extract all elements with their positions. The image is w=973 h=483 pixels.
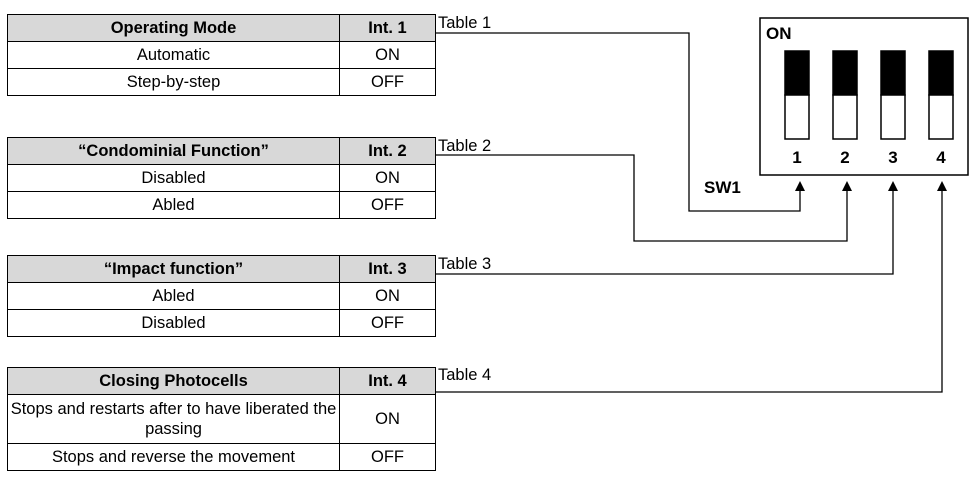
on-label: ON	[766, 24, 792, 43]
option-label: Disabled	[8, 310, 340, 337]
header-function: Closing Photocells	[8, 368, 340, 395]
switch-state: OFF	[340, 310, 436, 337]
option-label: Abled	[8, 192, 340, 219]
switch-state: ON	[340, 42, 436, 69]
switch-state: ON	[340, 283, 436, 310]
option-label: Stops and reverse the movement	[8, 444, 340, 471]
switch-toggle-1	[785, 51, 809, 139]
connector-line-3	[435, 186, 893, 274]
switch-state: OFF	[340, 444, 436, 471]
option-label: Disabled	[8, 165, 340, 192]
switch-state: ON	[340, 395, 436, 444]
header-switch: Int. 3	[340, 256, 436, 283]
switch-state: OFF	[340, 69, 436, 96]
header-function: Operating Mode	[8, 15, 340, 42]
connector-line-1	[435, 33, 800, 211]
table-4-label: Table 4	[438, 366, 492, 384]
header-switch: Int. 2	[340, 138, 436, 165]
option-label: Abled	[8, 283, 340, 310]
switch-state: OFF	[340, 192, 436, 219]
switch-number-2: 2	[840, 148, 850, 167]
switch-state: ON	[340, 165, 436, 192]
switch-toggle-2	[833, 51, 857, 139]
header-switch: Int. 4	[340, 368, 436, 395]
connector-line-4	[435, 186, 942, 392]
header-switch: Int. 1	[340, 15, 436, 42]
switch-toggle-3	[881, 51, 905, 139]
table-2-label: Table 2	[438, 137, 492, 155]
switch-number-4: 4	[936, 148, 946, 167]
switch-number-3: 3	[888, 148, 898, 167]
table-1-label: Table 1	[438, 14, 492, 32]
table-3-label: Table 3	[438, 255, 492, 273]
option-label: Automatic	[8, 42, 340, 69]
switch-toggle-4	[929, 51, 953, 139]
sw1-label: SW1	[704, 178, 741, 197]
option-label: Stops and restarts after to have liberated the passing	[8, 395, 340, 444]
switch-number-1: 1	[792, 148, 802, 167]
header-function: “Condominial Function”	[8, 138, 340, 165]
option-label: Step-by-step	[8, 69, 340, 96]
header-function: “Impact function”	[8, 256, 340, 283]
